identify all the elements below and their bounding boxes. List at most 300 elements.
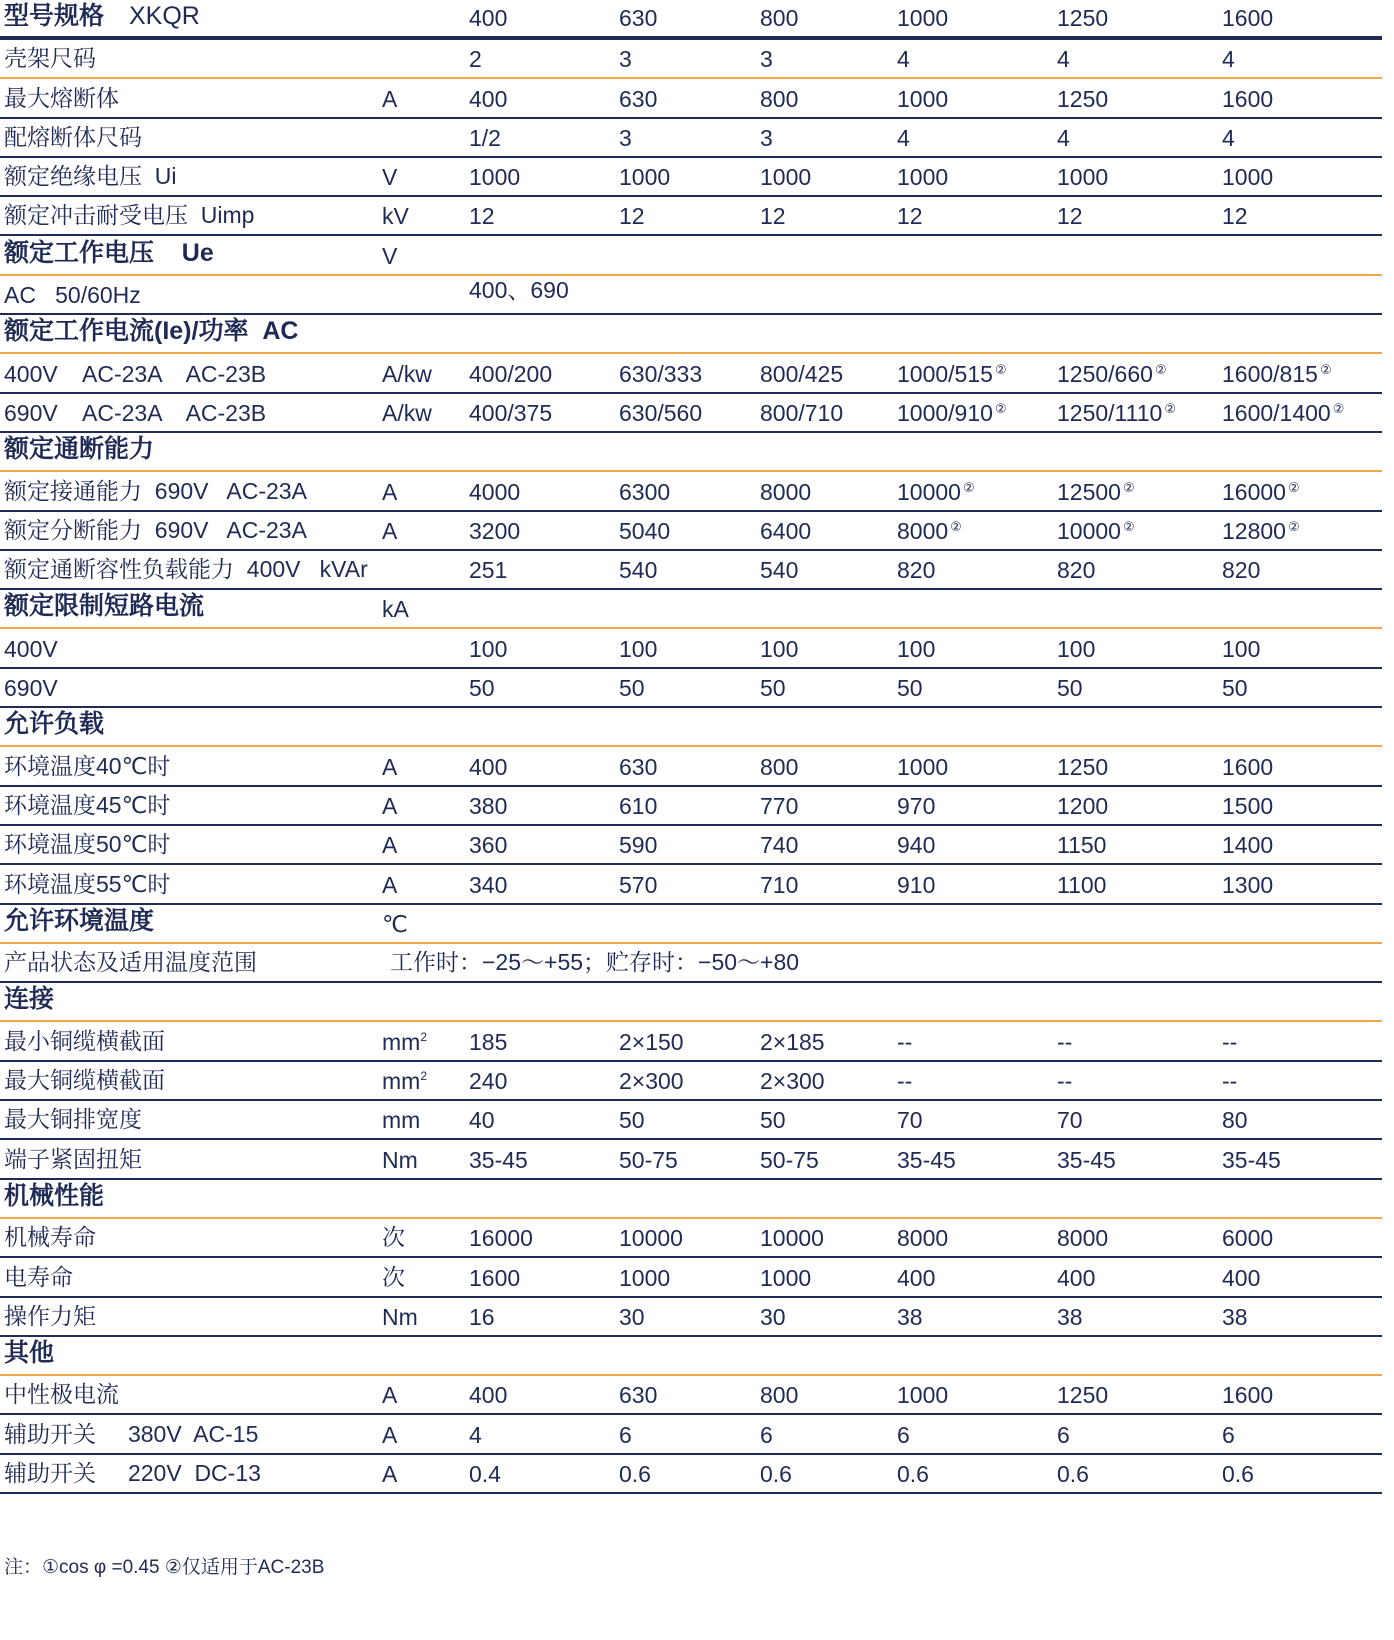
cell-value: 100	[619, 635, 658, 662]
cell-value: 400/375	[469, 399, 553, 426]
cell-value: 1500	[1222, 792, 1274, 819]
table-cell	[619, 518, 670, 545]
cell-value: 400	[1222, 1264, 1261, 1291]
table-row	[0, 629, 1382, 668]
row-unit	[382, 400, 432, 427]
section-row	[0, 315, 1382, 354]
table-cell	[469, 164, 520, 191]
cell-value: 12500	[1057, 478, 1121, 505]
cell-value: 820	[1057, 557, 1096, 584]
cell-value: 1000	[760, 1264, 812, 1291]
cell-value: 50	[619, 1107, 645, 1134]
row-unit	[382, 479, 397, 506]
cell-value: 630/560	[619, 399, 703, 426]
footnote-mark: ②	[962, 479, 975, 495]
row-unit	[382, 1107, 420, 1134]
cell-value: 630	[619, 85, 658, 112]
cell-value: 970	[897, 792, 936, 819]
footnote-mark: ②	[1164, 400, 1176, 416]
table-cell	[1057, 675, 1083, 702]
model-name: XKQR	[128, 2, 200, 30]
table-cell	[469, 518, 520, 545]
table-row	[0, 79, 1382, 118]
table-cell	[619, 636, 657, 663]
cell-value: 800/425	[760, 360, 844, 387]
cell-value: 4	[1057, 46, 1070, 73]
table-cell	[469, 872, 507, 899]
table-cell	[1057, 1304, 1083, 1331]
section-title: 机械性能	[4, 1181, 105, 1210]
cell-value: 4	[1222, 124, 1235, 151]
table-cell	[897, 1265, 935, 1292]
cell-value: 50	[469, 675, 495, 702]
section-title: 允许负载	[4, 710, 105, 739]
row-unit	[382, 1068, 427, 1095]
temperature-range: 工作时：−25～+55；贮存时：−50～+80	[390, 949, 800, 976]
table-cell	[1057, 1422, 1070, 1449]
table-cell	[897, 203, 923, 230]
table-cell	[1057, 636, 1095, 663]
unit-text: 次	[382, 1224, 405, 1251]
unit-text: V	[382, 242, 398, 269]
table-cell	[1222, 86, 1273, 113]
rating-col: 1250	[1057, 5, 1109, 31]
table-cell	[619, 832, 657, 859]
table-cell	[619, 1304, 645, 1331]
footnote: 注：①cos φ =0.45 ②仅适用于AC-23B	[4, 1557, 325, 1578]
table-cell	[897, 164, 948, 191]
section-row	[0, 983, 1382, 1022]
row-unit	[382, 911, 408, 938]
table-cell	[897, 479, 975, 506]
cell-value: 2	[469, 46, 482, 73]
cell-value: 38	[1057, 1303, 1083, 1330]
table-cell	[1057, 793, 1108, 820]
cell-value: 1250	[1057, 85, 1109, 112]
row-label: 壳架尺码	[4, 45, 96, 72]
table-cell	[897, 832, 935, 859]
table-row	[0, 158, 1382, 197]
cell-value: 1250	[1057, 1382, 1109, 1409]
table-cell	[469, 46, 482, 73]
table-cell	[1222, 400, 1344, 427]
cell-value: 1250/660	[1057, 360, 1153, 387]
table-cell	[619, 203, 645, 230]
cell-value: 6	[619, 1421, 632, 1448]
table-row	[0, 1415, 1382, 1454]
table-cell	[760, 1382, 798, 1409]
cell-value: 2×150	[619, 1028, 684, 1055]
row-unit	[382, 1382, 397, 1409]
cell-value: 2×300	[760, 1068, 825, 1095]
cell-value: 800	[760, 1382, 799, 1409]
table-cell	[1057, 1147, 1116, 1174]
table-cell	[1222, 1265, 1260, 1292]
table-row	[0, 787, 1382, 826]
row-unit	[382, 1422, 397, 1449]
cell-value: 1100	[1057, 871, 1107, 898]
cell-value: 0.6	[619, 1460, 651, 1487]
cell-value: 38	[897, 1303, 923, 1330]
table-cell	[619, 479, 670, 506]
table-cell	[760, 1147, 819, 1174]
table-cell	[1057, 361, 1167, 388]
cell-value: 740	[760, 832, 799, 859]
table-cell	[619, 1461, 651, 1488]
cell-value: 10000	[760, 1225, 824, 1252]
cell-value: 8000	[760, 478, 812, 505]
cell-value: 6400	[760, 517, 812, 544]
table-cell	[469, 1107, 495, 1134]
cell-value: 1300	[1222, 871, 1274, 898]
row-label: 操作力矩	[4, 1302, 96, 1329]
cell-value: 1600	[1222, 1382, 1274, 1409]
table-cell	[469, 636, 507, 663]
row-unit	[382, 1029, 427, 1056]
table-cell	[619, 400, 702, 427]
row-label: 400V	[4, 635, 58, 662]
table-cell	[897, 1304, 923, 1331]
cell-value: 800	[760, 85, 799, 112]
row-unit	[382, 754, 397, 781]
table-cell	[1222, 754, 1273, 781]
table-cell	[469, 557, 507, 584]
cell-value: 1600/815	[1222, 360, 1318, 387]
table-cell	[1222, 1029, 1237, 1056]
table-cell	[619, 1382, 657, 1409]
table-cell	[760, 400, 843, 427]
table-cell	[897, 1068, 912, 1095]
cell-value: 610	[619, 792, 658, 819]
table-cell	[1222, 361, 1332, 388]
table-cell	[469, 1265, 520, 1292]
cell-value: 1600	[1222, 753, 1274, 780]
cell-value: 100	[760, 635, 799, 662]
table-cell	[469, 125, 501, 152]
unit-text: mm	[382, 1028, 421, 1055]
row-label: 环境温度40℃时	[4, 752, 171, 779]
row-unit	[382, 1259, 405, 1292]
rating-col: 1000	[897, 5, 949, 31]
table-cell	[760, 832, 798, 859]
cell-value: 50	[1057, 675, 1083, 702]
cell-value: 50	[619, 675, 645, 702]
section-title: 额定通断能力	[4, 435, 155, 464]
cell-value: 710	[760, 871, 799, 898]
cell-value: 5040	[619, 517, 671, 544]
row-label: 额定通断容性负载能力 400V kVAr	[4, 556, 368, 583]
table-cell	[1222, 1461, 1254, 1488]
table-cell	[619, 1107, 645, 1134]
cell-value: 400	[1057, 1264, 1096, 1291]
table-cell	[1222, 1422, 1235, 1449]
unit-text: A	[382, 1421, 398, 1448]
table-cell	[897, 1225, 948, 1252]
table-cell	[897, 400, 1007, 427]
cell-value: 30	[760, 1303, 786, 1330]
table-cell	[897, 1461, 929, 1488]
section-title: 允许环境温度	[4, 906, 155, 935]
table-cell	[1222, 518, 1300, 545]
footnote-mark: ②	[1287, 518, 1300, 534]
footnote-mark: ②	[994, 400, 1007, 416]
row-unit	[382, 1304, 418, 1331]
row-label: 最大铜缆横截面	[4, 1067, 165, 1094]
table-cell	[1222, 203, 1248, 230]
footnote-mark: ②	[1319, 361, 1332, 377]
table-cell	[469, 1382, 507, 1409]
table-cell	[760, 1422, 773, 1449]
table-cell	[1222, 1107, 1248, 1134]
cell-value: 185	[469, 1028, 508, 1055]
cell-value: 400	[469, 1382, 508, 1409]
cell-value: 6000	[1222, 1225, 1274, 1252]
table-row	[0, 472, 1382, 511]
table-cell	[1057, 400, 1176, 427]
table-cell	[760, 1107, 786, 1134]
table-cell	[619, 1225, 683, 1252]
cell-value: 6	[1057, 1421, 1070, 1448]
cell-value: 380	[469, 792, 508, 819]
cell-value: 4	[897, 124, 910, 151]
row-unit	[382, 86, 397, 113]
footnote-mark: ②	[994, 361, 1007, 377]
table-cell	[760, 479, 811, 506]
cell-value: 100	[469, 635, 508, 662]
cell-value: 50-75	[619, 1146, 678, 1173]
cell-value: --	[1222, 1028, 1238, 1055]
table-row	[0, 826, 1382, 865]
table-cell	[760, 125, 773, 152]
row-unit	[382, 1147, 418, 1174]
unit-text: V	[382, 164, 398, 191]
cell-value: 0.6	[1057, 1460, 1089, 1487]
row-unit	[382, 1219, 405, 1252]
table-cell	[760, 1068, 825, 1095]
table-cell	[1222, 164, 1273, 191]
cell-value: 630/333	[619, 360, 703, 387]
table-cell	[1222, 557, 1260, 584]
cell-value: 1000	[1222, 164, 1274, 191]
table-row	[0, 40, 1382, 79]
table-cell	[469, 361, 552, 388]
table-cell	[897, 872, 935, 899]
cell-value: 1600	[1222, 85, 1274, 112]
footnote-mark: ②	[950, 518, 962, 534]
cell-value: 6	[760, 1421, 773, 1448]
cell-value: 12	[469, 203, 495, 230]
cell-value: 100	[1057, 635, 1096, 662]
table-cell	[619, 1265, 670, 1292]
section-row	[0, 590, 1382, 629]
cell-value: 1000	[469, 164, 521, 191]
cell-value: 540	[760, 557, 799, 584]
row-unit	[382, 164, 397, 191]
cell-value: 4000	[469, 478, 521, 505]
row-label: 中性极电流	[4, 1381, 119, 1408]
table-row	[0, 551, 1382, 590]
cell-value: 50	[760, 1107, 786, 1134]
cell-value: 40	[469, 1107, 495, 1134]
cell-value: 6	[897, 1421, 910, 1448]
cell-value: 16000	[1222, 478, 1286, 505]
table-cell	[1057, 1107, 1083, 1134]
unit-text: Nm	[382, 1303, 418, 1330]
section-row	[0, 905, 1382, 944]
section-row	[0, 433, 1382, 472]
unit-text: A	[382, 753, 398, 780]
cell-value: 6300	[619, 478, 671, 505]
row-label: 最大熔断体	[4, 84, 119, 111]
table-cell	[1057, 125, 1070, 152]
table-cell	[760, 1265, 811, 1292]
table-cell	[1057, 1382, 1108, 1409]
cell-value: 100	[897, 635, 936, 662]
cell-value: 400	[469, 85, 508, 112]
table-cell	[1057, 832, 1106, 859]
cell-value: 12	[760, 203, 786, 230]
cell-value: 50	[760, 675, 786, 702]
cell-value: 10000	[897, 478, 961, 505]
table-cell	[897, 46, 910, 73]
cell-value: 12	[897, 203, 923, 230]
unit-text: ℃	[382, 910, 408, 937]
table-cell	[897, 1107, 923, 1134]
cell-value: 3	[760, 124, 773, 151]
cell-value: --	[1057, 1068, 1073, 1095]
table-cell	[760, 518, 811, 545]
cell-value: 940	[897, 832, 936, 859]
cell-value: 3	[760, 46, 773, 73]
rating-col: 800	[760, 5, 799, 31]
unit-text: A	[382, 832, 398, 859]
cell-value: 1250/1110	[1057, 399, 1163, 426]
unit-text: mm	[382, 1107, 421, 1134]
table-row	[0, 512, 1382, 551]
cell-value: --	[1057, 1028, 1073, 1055]
table-row	[0, 1258, 1382, 1297]
unit-text: A/kw	[382, 360, 432, 387]
cell-value: 50-75	[760, 1146, 819, 1173]
table-cell	[1222, 1147, 1281, 1174]
table-cell	[619, 361, 702, 388]
table-cell	[1057, 164, 1108, 191]
cell-value: 16000	[469, 1225, 533, 1252]
table-cell	[897, 1147, 956, 1174]
footnote-mark: ②	[1122, 518, 1135, 534]
cell-value: --	[897, 1068, 913, 1095]
table-row	[0, 197, 1382, 236]
cell-value: 1150	[1057, 832, 1107, 859]
table-cell	[1057, 1265, 1095, 1292]
cell-value: 360	[469, 832, 508, 859]
cell-value: 400	[469, 753, 508, 780]
unit-text: A	[382, 792, 398, 819]
cell-value: 12	[1057, 203, 1083, 230]
row-unit	[382, 243, 397, 270]
cell-value: 340	[469, 871, 508, 898]
rating-col: 400	[469, 5, 508, 31]
unit-text: kV	[382, 203, 409, 230]
cell-value: 70	[1057, 1107, 1083, 1134]
cell-value: 910	[897, 871, 936, 898]
cell-value: 2×300	[619, 1068, 684, 1095]
cell-value: 820	[897, 557, 936, 584]
header-label	[4, 0, 200, 32]
table-cell	[469, 86, 507, 113]
cell-value: 400/200	[469, 360, 553, 387]
cell-value: 800/710	[760, 399, 844, 426]
cell-value: 800	[760, 753, 799, 780]
cell-value: 1000	[897, 85, 949, 112]
cell-value: 1200	[1057, 792, 1109, 819]
table-cell	[469, 1068, 507, 1095]
table-cell	[619, 872, 657, 899]
cell-value: 3200	[469, 517, 521, 544]
row-label: 400V AC-23A AC-23B	[4, 360, 267, 387]
table-cell	[619, 46, 632, 73]
table-cell	[760, 1461, 792, 1488]
table-cell	[1222, 1304, 1248, 1331]
cell-value: 100	[1222, 635, 1261, 662]
table-row	[0, 119, 1382, 158]
cell-value: 50	[897, 675, 923, 702]
cell-value: 3	[619, 46, 632, 73]
section-title: 额定工作电流(Ie)/功率 AC	[4, 317, 299, 346]
footnote-mark: ②	[1122, 479, 1135, 495]
table-cell	[897, 675, 923, 702]
cell-value: 16	[469, 1303, 495, 1330]
unit-superscript: 2	[420, 1069, 428, 1084]
table-cell	[1222, 872, 1273, 899]
cell-value: 1/2	[469, 124, 501, 151]
table-row	[0, 1062, 1382, 1101]
table-cell	[897, 557, 935, 584]
table-cell	[469, 1461, 501, 1488]
cell-value: 12	[619, 203, 645, 230]
table-cell	[469, 1422, 482, 1449]
row-unit	[382, 872, 397, 899]
cell-value: 1250	[1057, 753, 1109, 780]
cell-value: 8000	[1057, 1225, 1109, 1252]
row-label: 690V	[4, 675, 58, 702]
cell-value: 251	[469, 557, 508, 584]
table-row	[0, 394, 1382, 433]
table-cell	[1222, 125, 1235, 152]
cell-value: 1000	[760, 164, 812, 191]
table-cell	[469, 1304, 495, 1331]
table-cell	[1057, 46, 1070, 73]
unit-superscript: 2	[420, 1029, 428, 1044]
cell-value: 35-45	[1222, 1146, 1281, 1173]
cell-value: 50	[1222, 675, 1248, 702]
cell-value: 10000	[1057, 517, 1121, 544]
table-cell	[760, 86, 798, 113]
cell-value: 630	[619, 1382, 658, 1409]
cell-value: 8000	[897, 1225, 949, 1252]
table-cell	[469, 1029, 507, 1056]
row-label: 额定绝缘电压 Ui	[4, 163, 177, 190]
table-cell	[760, 636, 798, 663]
rating-col: 1600	[1222, 5, 1274, 31]
table-cell	[1222, 675, 1248, 702]
unit-text: A	[382, 871, 398, 898]
table-cell	[760, 1304, 786, 1331]
table-row	[0, 1101, 1382, 1140]
table-cell	[619, 1147, 678, 1174]
cell-value: --	[1222, 1068, 1238, 1095]
cell-value: 630	[619, 753, 658, 780]
